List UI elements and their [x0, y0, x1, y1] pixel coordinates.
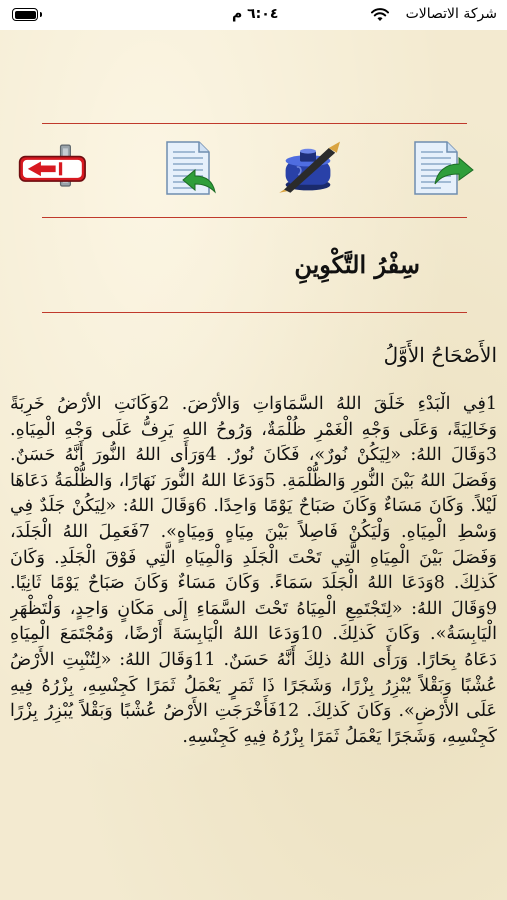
battery-icon — [12, 8, 38, 21]
exit-button[interactable] — [18, 137, 90, 199]
quill-inkwell-button[interactable] — [276, 137, 348, 199]
status-time: ٦:٠٤ م — [232, 6, 279, 22]
exit-icon — [18, 138, 90, 198]
status-bar — [0, 0, 507, 30]
chapter-title: الأَصْحَاحُ الأَوَّلُ — [383, 343, 497, 367]
chapter-text: 1فِي الْبَدْءِ خَلَقَ اللهُ السَّمَاوَاتِ وَالأَرْضَ. 2وَكَانَتِ الأَرْضُ خَرِبَةً وَخَالِيَةً، وَعَلَى وَجْهِ الْغَمْرِ ظُلْمَةٌ، وَرُوحُ اللهِ يَرِفُّ عَلَى وَجْهِ الْمِيَاهِ. 3وَقَالَ اللهُ: «لِيَكُنْ نُورٌ»، فَكَانَ نُورٌ. 4وَرَأَى اللهُ النُّورَ أَنَّهُ حَسَنٌ. وَفَصَلَ اللهُ بَيْنَ النُّورِ وَالظُّلْمَةِ. 5وَدَعَا اللهُ النُّورَ نَهَارًا، وَالظُّلْمَةُ دَعَاهَا لَيْلاً. وَكَانَ مَسَاءٌ وَكَانَ صَبَاحٌ يَوْمًا وَاحِدًا. 6وَقَالَ اللهُ: «لِيَكُنْ جَلَدٌ فِي وَسْطِ الْمِيَاهِ. وَلْيَكُنْ فَاصِلاً بَيْنَ مِيَاهٍ وَمِيَاهٍ». 7فَعَمِلَ اللهُ الْجَلَدَ، وَفَصَلَ بَيْنَ الْمِيَاهِ الَّتِي تَحْتَ الْجَلَدِ وَالْمِيَاهِ الَّتِي فَوْقَ الْجَلَدِ. وَكَانَ كَذلِكَ. 8وَدَعَا اللهُ الْجَلَدَ سَمَاءً. وَكَانَ مَسَاءٌ وَكَانَ صَبَاحٌ يَوْمًا ثَانِيًا. 9وَقَالَ اللهُ: «لِتَجْتَمِعِ الْمِيَاهُ تَحْتَ السَّمَاءِ إِلَى مَكَانٍ وَاحِدٍ، وَلْتَظْهَرِ الْيَابِسَةُ». وَكَانَ كَذلِكَ. 10وَدَعَا اللهُ الْيَابِسَةَ أَرْضًا، وَمُجْتَمَعَ الْمِيَاهِ دَعَاهُ بِحَارًا. وَرَأَى اللهُ ذلِكَ أَنَّهُ حَسَنٌ. 11وَقَالَ اللهُ: «لِتُنْبِتِ الأَرْضُ عُشْبًا وَبَقْلاً يُبْزِرُ بِزْرًا، وَشَجَرًا ذَا ثَمَرٍ يَعْمَلُ ثَمَرًا كَجِنْسِهِ، بِزْرُهُ فِيهِ عَلَى الأَرْضِ». وَكَانَ كَذلِكَ. 12فَأَخْرَجَتِ الأَرْضُ عُشْبًا وَبَقْلاً يُبْزِرُ بِزْرًا كَجِنْسِهِ، وَشَجَرًا يَعْمَلُ ثَمَرًا بِزْرُهُ فِيهِ كَجِنْسِهِ. — [10, 394, 497, 747]
divider — [42, 217, 467, 218]
previous-page-button[interactable] — [150, 137, 222, 199]
divider — [42, 123, 467, 124]
quill-inkwell-icon — [276, 137, 348, 199]
previous-page-icon — [153, 138, 219, 198]
book-title: سِفْرُ التَّكْوِينِ — [294, 250, 420, 279]
divider — [42, 312, 467, 313]
wifi-icon — [371, 8, 389, 22]
carrier-name: شركة الاتصالات — [405, 6, 497, 22]
next-page-icon — [407, 138, 475, 198]
next-page-button[interactable] — [405, 137, 477, 199]
